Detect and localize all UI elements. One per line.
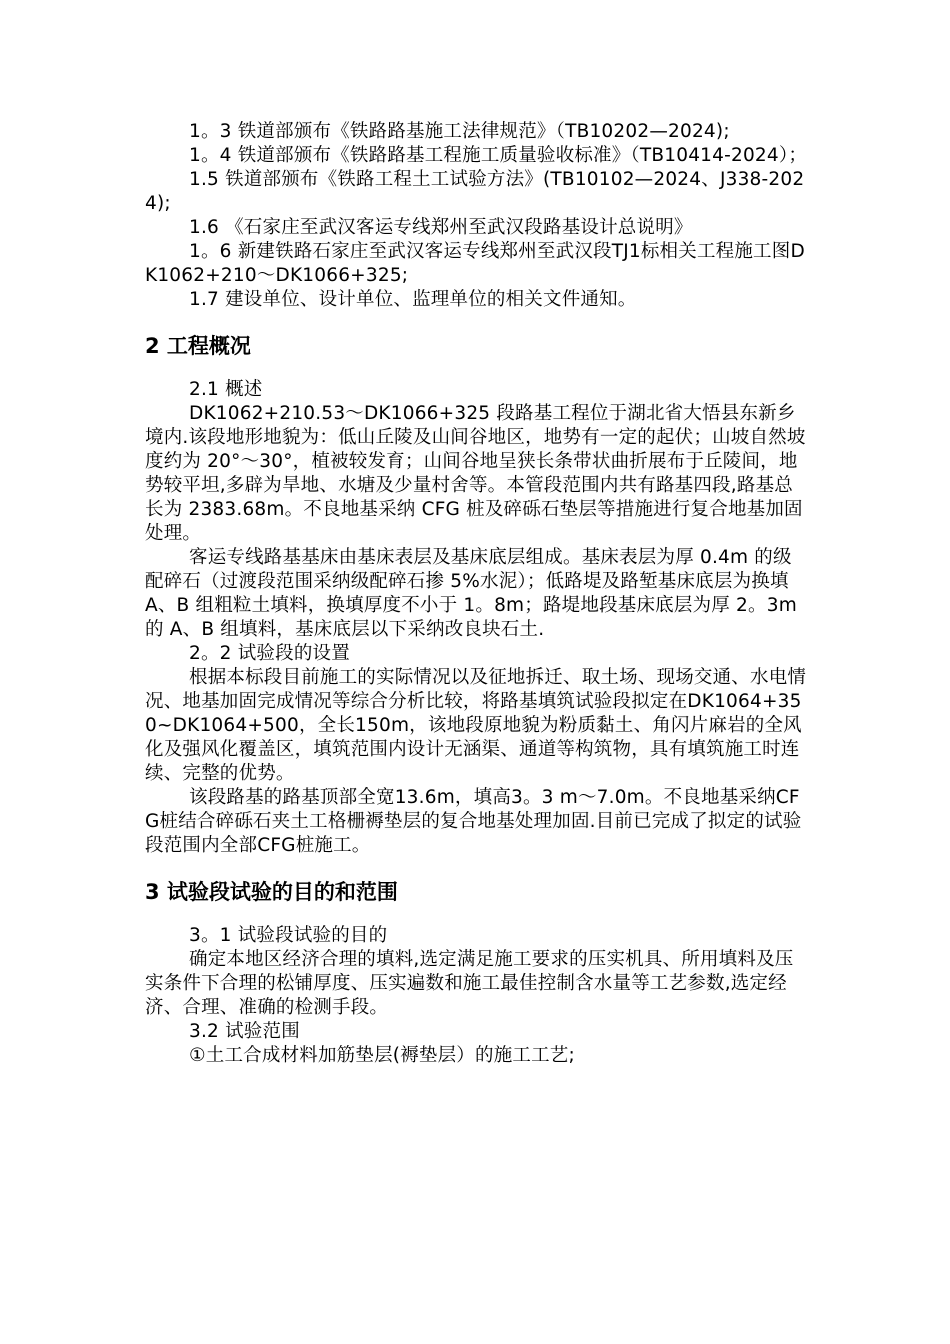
subsection-heading: 2。2 试验段的设置 [189, 643, 350, 664]
body-paragraph: 根据本标段目前施工的实际情况以及征地拆迁、取土场、现场交通、水电情况、地基加固完成情况等综合分析比较，将路基填筑试验段拟定在DK1064+350~DK1064+500，全长150m，该地段原地貌为粉质黏土、角闪片麻岩的全风化及强风化覆盖区，填筑范围内设计无涵渠、通道等构筑物，具有填筑施工时连续、完整的优势。 [145, 667, 807, 784]
reference-item: 1.7 建设单位、设计单位、监理单位的相关文件通知。 [189, 289, 637, 310]
section-heading: 3 试验段试验的目的和范围 [145, 880, 398, 904]
subsection-heading: 3。1 试验段试验的目的 [189, 925, 388, 946]
reference-item: 1。6 新建铁路石家庄至武汉客运专线郑州至武汉段TJ1标相关工程施工图DK1062+210～DK1066+325; [145, 241, 805, 286]
body-paragraph: 确定本地区经济合理的填料,选定满足施工要求的压实机具、所用填料及压实条件下合理的松铺厚度、压实遍数和施工最佳控制含水量等工艺参数,选定经济、合理、准确的检测手段。 [145, 949, 794, 1018]
section-heading: 2 工程概况 [145, 334, 251, 358]
reference-item: 1.6 《石家庄至武汉客运专线郑州至武汉段路基设计总说明》 [189, 217, 693, 238]
document-body [145, 120, 810, 1068]
subsection-heading: 2.1 概述 [189, 379, 263, 400]
body-paragraph: 该段路基的路基顶部全宽13.6m，填高3。3 m～7.0m。不良地基采纳CFG桩结合碎砾石夹土工格栅褥垫层的复合地基处理加固.目前已完成了拟定的试验段范围内全部CFG桩施工。 [145, 787, 802, 856]
body-paragraph: 客运专线路基基床由基床表层及基床底层组成。基床表层为厚 0.4m 的级配碎石（过渡段范围采纳级配碎石掺 5%水泥）；低路堤及路堑基床底层为换填 A、B 组粗粒土填料，换填厚度不小于 1。8m；路堤地段基床底层为厚 2。3m 的 A、B 组填料，基床底层以下采纳改良块石土. [145, 547, 797, 640]
list-item: ①土工合成材料加筋垫层(褥垫层）的施工工艺; [189, 1045, 575, 1066]
reference-item: 1。4 铁道部颁布《铁路路基工程施工质量验收标准》（TB10414-2024）； [189, 145, 808, 166]
reference-item: 1。3 铁道部颁布《铁路路基施工法律规范》（TB10202—2024); [189, 121, 730, 142]
reference-item: 1.5 铁道部颁布《铁路工程土工试验方法》(TB10102—2024、J338-2024); [145, 169, 805, 214]
body-paragraph: DK1062+210.53～DK1066+325 段路基工程位于湖北省大悟县东新乡境内.该段地形地貌为：低山丘陵及山间谷地区，地势有一定的起伏；山坡自然坡度约为 20°～30°，植被较发育；山间谷地呈狭长条带状曲折展布于丘陵间，地势较平坦,多辟为旱地、水塘及少量村舍等。本管段范围内共有路基四段,路基总长为 2383.68m。不良地基采纳 CFG 桩及碎砾石垫层等措施进行复合地基加固处理。 [145, 403, 806, 544]
subsection-heading: 3.2 试验范围 [189, 1021, 300, 1042]
